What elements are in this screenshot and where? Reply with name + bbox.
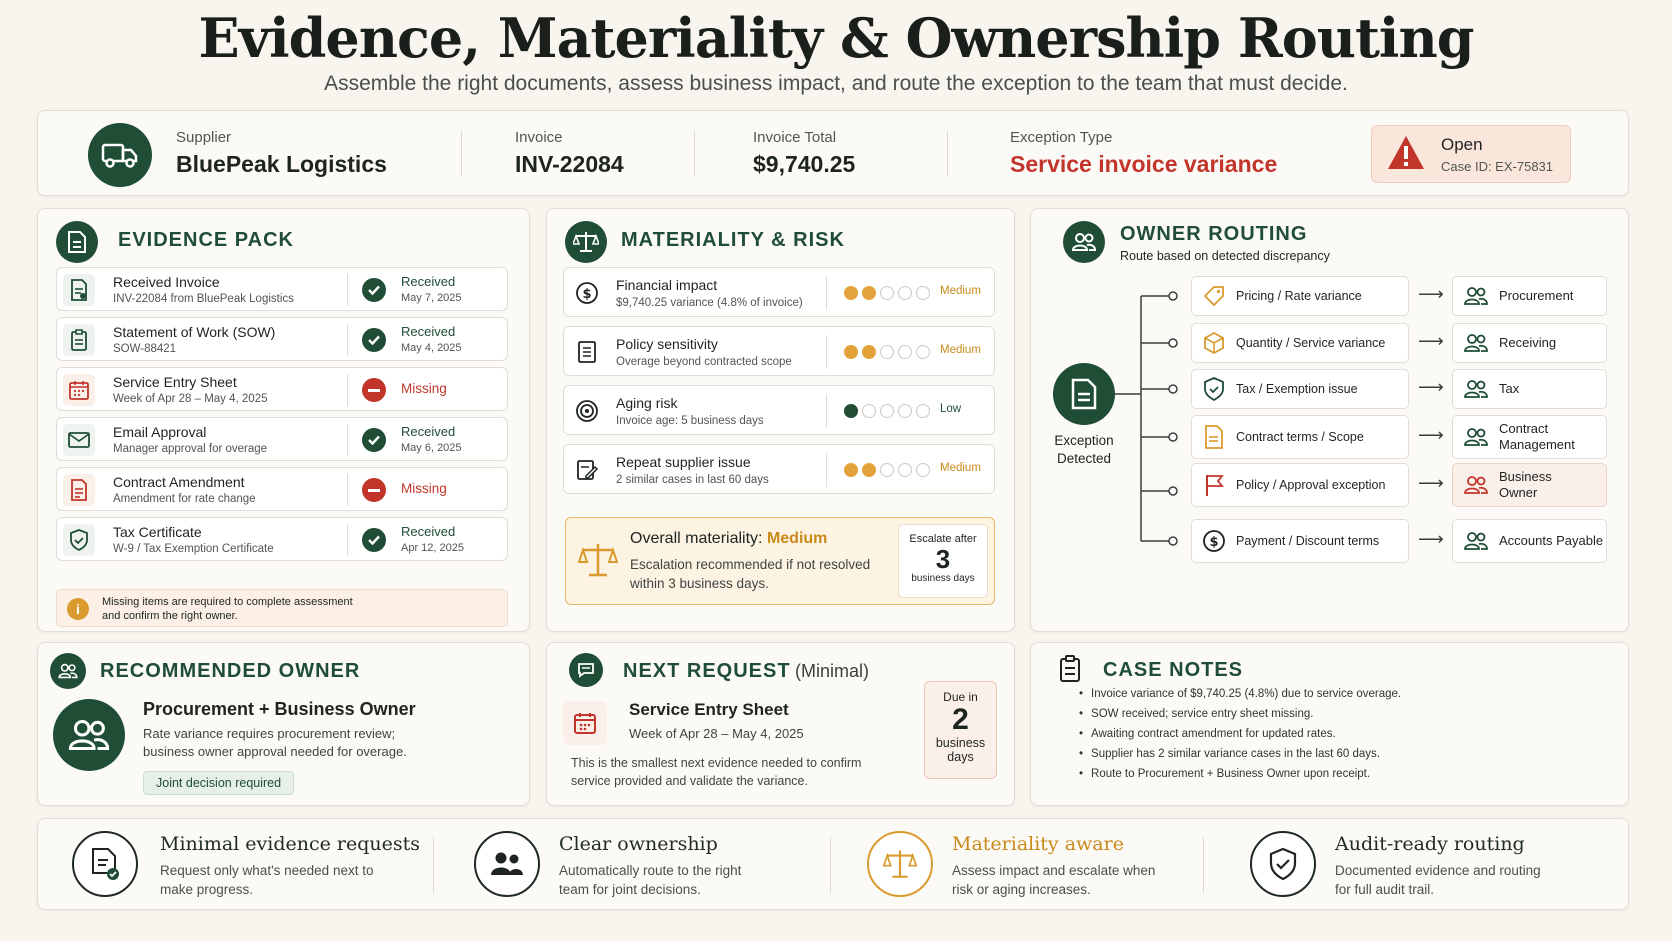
evidence-item[interactable] — [56, 517, 508, 561]
target-icon — [574, 398, 600, 424]
risk-level: Medium — [940, 344, 981, 356]
risk-item-detail: Overage beyond contracted scope — [616, 356, 792, 368]
risk-dot — [880, 345, 894, 359]
evidence-item-name: Service Entry Sheet — [113, 374, 237, 390]
escalate-box — [898, 524, 988, 598]
contract-icon — [1192, 425, 1236, 449]
chat-icon — [569, 653, 603, 687]
total-value: $9,740.25 — [753, 151, 856, 177]
edit-document-icon — [574, 457, 600, 483]
page-title: Evidence, Materiality & Ownership Routing — [198, 6, 1474, 70]
risk-dot — [862, 345, 876, 359]
route-owner[interactable] — [1452, 323, 1607, 363]
scale-amber-icon — [578, 540, 618, 580]
evidence-item-name: Statement of Work (SOW) — [113, 324, 276, 340]
users-icon — [1453, 333, 1499, 353]
route-issue[interactable] — [1191, 323, 1409, 363]
exception-value: Service invoice variance — [1010, 151, 1278, 177]
risk-item[interactable] — [563, 385, 995, 435]
evidence-item-detail: W-9 / Tax Exemption Certificate — [113, 543, 274, 555]
features-strip — [37, 818, 1629, 910]
overall-line2: within 3 business days. — [630, 576, 769, 591]
invoice-icon — [63, 274, 95, 306]
evidence-item-detail: SOW-88421 — [113, 343, 177, 355]
recommended-owner-name: Procurement + Business Owner — [143, 699, 416, 719]
arrow-right-icon: ⟶ — [1418, 425, 1444, 445]
case-id: Case ID: EX-75831 — [1441, 159, 1554, 174]
case-notes-card — [1030, 642, 1629, 806]
evidence-item-date: May 7, 2025 — [401, 292, 462, 304]
risk-level-dots — [844, 402, 934, 420]
arrow-right-icon: ⟶ — [1418, 473, 1444, 493]
risk-dot — [916, 286, 930, 300]
risk-item-name: Aging risk — [616, 395, 678, 411]
evidence-item-date: Apr 12, 2025 — [401, 542, 464, 554]
evidence-item-name: Contract Amendment — [113, 474, 245, 490]
route-issue[interactable] — [1191, 463, 1409, 507]
route-owner-line2: Owner — [1499, 485, 1538, 500]
evidence-pack-title: EVIDENCE PACK — [118, 229, 294, 251]
route-issue[interactable] — [1191, 519, 1409, 563]
route-owner-line1: Contract — [1499, 421, 1549, 436]
joint-decision-badge: Joint decision required — [143, 771, 294, 795]
evidence-item[interactable] — [56, 467, 508, 511]
recommended-owner-line2: business owner approval needed for overage. — [143, 744, 407, 759]
risk-dot — [844, 463, 858, 477]
case-note-text: Invoice variance of $9,740.25 (4.8%) due to service overage. — [1091, 688, 1402, 700]
due-box — [924, 681, 997, 779]
users-icon — [1453, 427, 1499, 447]
case-notes-title: CASE NOTES — [1103, 659, 1244, 681]
evidence-item-detail: INV-22084 from BluePeak Logistics — [113, 293, 294, 305]
route-owner-line2: Management — [1499, 437, 1575, 452]
feature-3-line1: Assess impact and escalate when — [952, 863, 1156, 878]
case-note: • Supplier has 2 similar variance cases in the last 60 days. — [1079, 748, 1380, 760]
evidence-item-name: Tax Certificate — [113, 524, 202, 540]
feature-3-title: Materiality aware — [952, 833, 1124, 855]
evidence-item-date: May 4, 2025 — [401, 342, 462, 354]
materiality-card — [546, 208, 1015, 632]
shield-icon — [63, 524, 95, 556]
risk-level-dots — [844, 343, 934, 361]
status-badge[interactable] — [1371, 125, 1571, 183]
route-owner-line1: Tax — [1499, 381, 1520, 396]
risk-dot — [862, 463, 876, 477]
evidence-note — [56, 589, 508, 627]
due-value: 2 — [952, 703, 969, 736]
risk-dot — [916, 345, 930, 359]
risk-dot — [844, 404, 858, 418]
route-issue[interactable] — [1191, 276, 1409, 316]
notes-icon — [1059, 655, 1081, 683]
route-issue[interactable] — [1191, 415, 1409, 459]
due-unit2: days — [947, 750, 974, 764]
route-owner[interactable] — [1452, 463, 1607, 507]
overall-label: Overall materiality: — [630, 530, 763, 547]
price-tag-icon — [1192, 284, 1236, 308]
feature-4-title: Audit-ready routing — [1335, 833, 1525, 855]
risk-dot — [844, 345, 858, 359]
status-text: Open — [1441, 135, 1483, 154]
route-issue-label: Quantity / Service variance — [1236, 336, 1386, 350]
case-note: • Awaiting contract amendment for updated rates. — [1079, 728, 1336, 740]
feature-1-line1: Request only what's needed next to — [160, 863, 374, 878]
risk-dot — [880, 463, 894, 477]
truck-icon — [88, 123, 152, 187]
next-request-item: Service Entry Sheet — [629, 700, 789, 719]
risk-dot — [916, 463, 930, 477]
summary-bar — [37, 110, 1629, 196]
case-note-text: SOW received; service entry sheet missing. — [1091, 708, 1314, 720]
feature-2-line1: Automatically route to the right — [559, 863, 742, 878]
route-owner[interactable] — [1452, 276, 1607, 316]
case-note-text: Awaiting contract amendment for updated rates. — [1091, 728, 1336, 740]
owner-routing-card — [1030, 208, 1629, 632]
dollar-icon — [574, 280, 600, 306]
evidence-item-status: Received — [401, 524, 456, 539]
feature-2-line2: team for joint decisions. — [559, 882, 701, 897]
evidence-item-status: Received — [401, 424, 456, 439]
next-request-qualifier: (Minimal) — [795, 661, 870, 681]
clipboard-icon — [63, 324, 95, 356]
calendar-icon — [563, 701, 607, 745]
route-owner-line1: Accounts Payable — [1499, 533, 1604, 548]
overall-value: Medium — [766, 530, 828, 547]
warning-icon — [1386, 134, 1426, 172]
risk-item[interactable] — [563, 267, 995, 317]
scale-feature-icon — [867, 831, 933, 897]
users-icon — [1453, 379, 1499, 399]
evidence-item[interactable] — [56, 367, 508, 411]
users-icon — [1453, 475, 1499, 495]
case-note-text: Route to Procurement + Business Owner upon receipt. — [1091, 768, 1371, 780]
case-note: • Route to Procurement + Business Owner upon receipt. — [1079, 768, 1371, 780]
svg-text:$: $ — [1209, 535, 1219, 550]
check-icon — [362, 328, 386, 352]
owner-avatar-icon — [53, 699, 125, 771]
users-small-icon — [50, 653, 86, 689]
evidence-item-status: Missing — [401, 481, 447, 496]
route-owner[interactable] — [1452, 415, 1607, 459]
risk-item-detail: Invoice age: 5 business days — [616, 415, 764, 427]
risk-dot — [880, 286, 894, 300]
route-owner[interactable] — [1452, 369, 1607, 409]
feature-4-line1: Documented evidence and routing — [1335, 863, 1541, 878]
check-icon — [362, 278, 386, 302]
users-icon — [1453, 531, 1499, 551]
exception-detected-line1: Exception — [1054, 433, 1114, 448]
route-issue[interactable] — [1191, 369, 1409, 409]
document-icon — [56, 221, 98, 263]
evidence-item-detail: Amendment for rate change — [113, 493, 256, 505]
risk-dot — [916, 404, 930, 418]
route-issue-label: Pricing / Rate variance — [1236, 289, 1362, 303]
risk-level: Medium — [940, 285, 981, 297]
missing-icon — [362, 378, 386, 402]
feature-1-line2: make progress. — [160, 882, 254, 897]
risk-dot — [898, 404, 912, 418]
risk-dot — [898, 463, 912, 477]
evidence-note-line2: and confirm the right owner. — [102, 610, 238, 622]
case-note: • Invoice variance of $9,740.25 (4.8%) due to service overage. — [1079, 688, 1402, 700]
scale-icon — [565, 221, 607, 263]
escalate-label: Escalate after — [909, 533, 977, 545]
due-label: Due in — [943, 690, 978, 704]
envelope-icon — [63, 424, 95, 456]
evidence-note-line1: Missing items are required to complete assessment — [102, 596, 353, 608]
invoice-value: INV-22084 — [515, 151, 624, 177]
evidence-item-name: Received Invoice — [113, 274, 220, 290]
arrow-right-icon: ⟶ — [1418, 377, 1444, 397]
risk-dot — [898, 345, 912, 359]
escalate-value: 3 — [935, 544, 951, 574]
owner-routing-title: OWNER ROUTING — [1120, 223, 1308, 245]
risk-level-dots — [844, 284, 934, 302]
policy-document-icon — [574, 339, 600, 365]
evidence-item-status: Received — [401, 324, 456, 339]
exception-label: Exception Type — [1010, 129, 1113, 146]
users-icon — [1453, 286, 1499, 306]
evidence-item[interactable] — [56, 317, 508, 361]
risk-dot — [862, 286, 876, 300]
supplier-label: Supplier — [176, 129, 232, 146]
recommended-owner-line1: Rate variance requires procurement review; — [143, 726, 396, 741]
shield-icon — [1192, 377, 1236, 401]
calendar-icon — [63, 374, 95, 406]
package-icon — [1192, 331, 1236, 355]
exception-detected-line2: Detected — [1056, 451, 1112, 466]
supplier-value: BluePeak Logistics — [176, 151, 387, 177]
evidence-item-name: Email Approval — [113, 424, 207, 440]
invoice-label: Invoice — [515, 129, 563, 146]
feature-4-line2: for full audit trail. — [1335, 882, 1435, 897]
next-request-line1: This is the smallest next evidence needed to confirm — [571, 756, 862, 770]
evidence-item-detail: Manager approval for overage — [113, 443, 268, 455]
arrow-right-icon: ⟶ — [1418, 529, 1444, 549]
due-unit1: business — [935, 736, 986, 750]
risk-item-detail: 2 similar cases in last 60 days — [616, 474, 769, 486]
route-issue-label: Policy / Approval exception — [1236, 478, 1386, 492]
route-owner-line1: Business — [1499, 469, 1552, 484]
risk-level-dots — [844, 461, 934, 479]
next-request-card — [546, 642, 1015, 806]
next-request-line2: service provided and validate the variance. — [571, 774, 808, 788]
risk-dot — [898, 286, 912, 300]
case-note: • SOW received; service entry sheet missing. — [1079, 708, 1314, 720]
feature-2-title: Clear ownership — [559, 833, 718, 855]
risk-item-name: Financial impact — [616, 277, 718, 293]
check-icon — [362, 528, 386, 552]
overall-materiality-box — [565, 517, 995, 605]
info-icon: i — [67, 598, 89, 620]
next-request-title: NEXT REQUEST — [623, 660, 791, 682]
arrow-right-icon: ⟶ — [1418, 284, 1444, 304]
escalate-unit: business days — [911, 573, 975, 584]
risk-item-name: Policy sensitivity — [616, 336, 718, 352]
missing-icon — [362, 478, 386, 502]
owner-routing-subtitle: Route based on detected discrepancy — [1120, 249, 1330, 263]
materiality-title: MATERIALITY & RISK — [621, 229, 845, 251]
risk-item[interactable] — [563, 444, 995, 494]
route-owner-line1: Procurement — [1499, 288, 1574, 303]
evidence-item-status: Received — [401, 274, 456, 289]
route-owner-line1: Receiving — [1499, 335, 1557, 350]
risk-item[interactable] — [563, 326, 995, 376]
next-request-detail: Week of Apr 28 – May 4, 2025 — [629, 726, 804, 741]
route-issue-label: Tax / Exemption issue — [1236, 382, 1358, 396]
evidence-item-detail: Week of Apr 28 – May 4, 2025 — [113, 393, 268, 405]
route-issue-label: Payment / Discount terms — [1236, 534, 1380, 548]
shield-check-icon — [1250, 831, 1316, 897]
team-icon — [474, 831, 540, 897]
risk-item-detail: $9,740.25 variance (4.8% of invoice) — [616, 297, 803, 309]
total-label: Invoice Total — [753, 129, 837, 146]
case-note-text: Supplier has 2 similar variance cases in the last 60 days. — [1091, 748, 1380, 760]
feature-3-line2: risk or aging increases. — [952, 882, 1091, 897]
feature-1-title: Minimal evidence requests — [160, 833, 421, 855]
overall-line1: Escalation recommended if not resolved — [630, 557, 871, 572]
evidence-item[interactable] — [56, 267, 508, 311]
risk-dot — [862, 404, 876, 418]
route-issue-label: Contract terms / Scope — [1236, 430, 1364, 444]
risk-dot — [844, 286, 858, 300]
dollar-icon — [1192, 529, 1236, 553]
evidence-check-icon — [72, 831, 138, 897]
risk-level: Medium — [940, 462, 981, 474]
risk-dot — [880, 404, 894, 418]
page-subtitle: Assemble the right documents, assess business impact, and route the exception to the team that must decide. — [324, 72, 1348, 95]
risk-level: Low — [940, 403, 962, 415]
contract-icon — [63, 474, 95, 506]
evidence-item-date: May 6, 2025 — [401, 442, 462, 454]
flag-icon — [1192, 473, 1236, 497]
evidence-pack-card — [37, 208, 530, 632]
check-icon — [362, 428, 386, 452]
arrow-right-icon: ⟶ — [1418, 331, 1444, 351]
risk-item-name: Repeat supplier issue — [616, 454, 751, 470]
evidence-item-status: Missing — [401, 381, 447, 396]
recommended-owner-title: RECOMMENDED OWNER — [100, 660, 361, 682]
evidence-item[interactable] — [56, 417, 508, 461]
route-owner[interactable] — [1452, 519, 1607, 563]
svg-text:$: $ — [582, 287, 592, 302]
recommended-owner-card — [37, 642, 530, 806]
